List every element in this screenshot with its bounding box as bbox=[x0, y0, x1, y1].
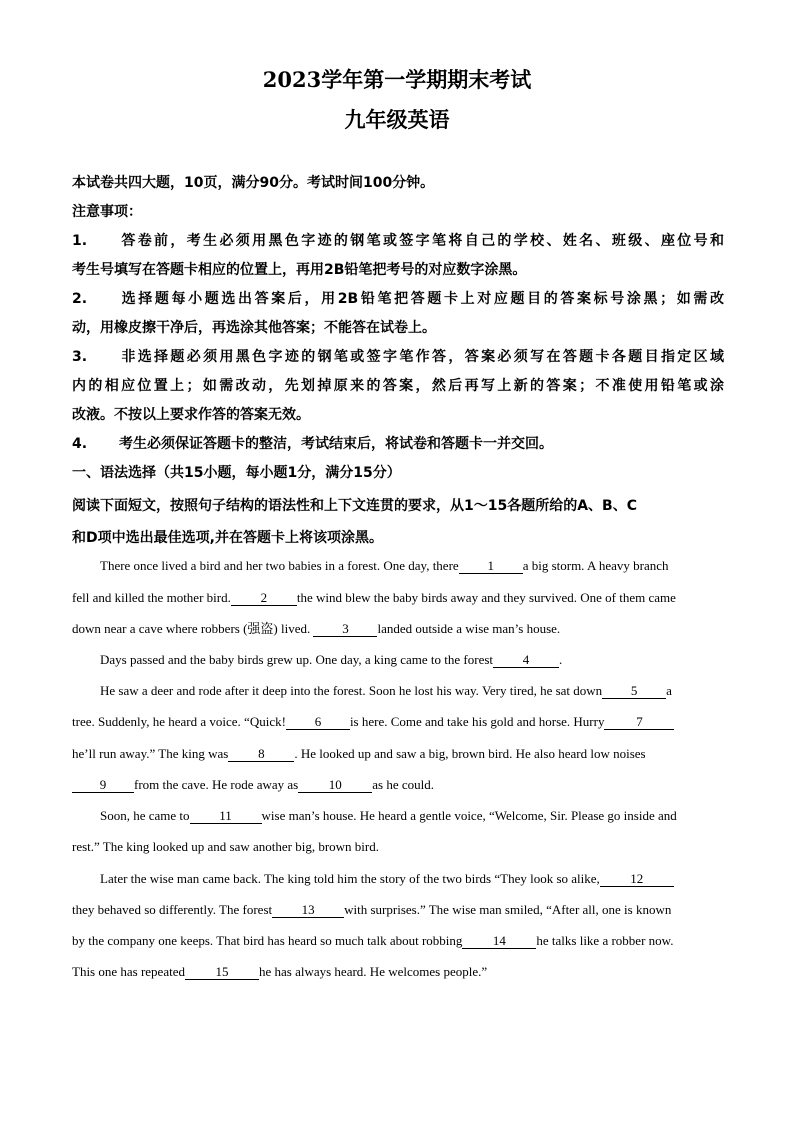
exam-intro: 本试卷共四大题，10页，满分90分。考试时间100分钟。 bbox=[72, 175, 435, 191]
answer-blank: 2 bbox=[231, 590, 297, 606]
passage-line: tree. Suddenly, he heard a voice. “Quick! 6 is here. Come and take his gold and horse. Hurry 7 bbox=[72, 712, 724, 732]
answer-blank: 15 bbox=[185, 964, 259, 980]
note-3-line-2: 内的相应位置上；如需改动，先划掉原来的答案，然后再写上新的答案；不准使用铅笔或涂 bbox=[72, 378, 724, 394]
answer-blank: 9 bbox=[72, 777, 134, 793]
exam-subject: 九年级英语 bbox=[344, 107, 450, 132]
answer-blank: 10 bbox=[298, 777, 372, 793]
passage-line: Soon, he came to 11 wise man’s house. He heard a gentle voice, “Welcome, Sir. Please go inside and bbox=[100, 808, 677, 823]
answer-blank: 3 bbox=[313, 621, 377, 637]
passage-line: Later the wise man came back. The king told him the story of the two birds “They look so alike, 12 bbox=[72, 869, 724, 889]
passage-line: There once lived a bird and her two babies in a forest. One day, there 1 a big storm. A heavy branch bbox=[100, 558, 669, 573]
answer-blank: 7 bbox=[604, 714, 674, 730]
note-1-line-1: 1. 答卷前，考生必须用黑色字迹的钢笔或签字笔将自己的学校、姓名、班级、座位号和 bbox=[72, 230, 724, 252]
note-number: 1. bbox=[72, 233, 88, 249]
passage-line: rest.” The king looked up and saw another big, brown bird. bbox=[72, 839, 379, 854]
answer-blank: 11 bbox=[190, 808, 262, 824]
answer-blank: 14 bbox=[462, 933, 536, 949]
passage-line: by the company one keeps. That bird has heard so much talk about robbing 14 he talks like a robber now. bbox=[72, 933, 674, 948]
passage-line: down near a cave where robbers (强盗) lived. 3 landed outside a wise man’s house. bbox=[72, 621, 561, 636]
note-number: 2. bbox=[72, 291, 88, 307]
passage-line: He saw a deer and rode after it deep into the forest. Soon he lost his way. Very tired, he sat down 5 a bbox=[100, 683, 672, 698]
passage-line: he’ll run away.” The king was 8 . He looked up and saw a big, brown bird. He also heard low noises bbox=[72, 746, 646, 761]
exam-title: 2023学年第一学期期末考试 bbox=[262, 67, 532, 92]
note-1-line-2: 考生号填写在答题卡相应的位置上，再用2B铅笔把考号的对应数字涂黑。 bbox=[72, 262, 527, 278]
note-3-line-3: 改液。不按以上要求作答的答案无效。 bbox=[72, 407, 310, 423]
note-number: 3. bbox=[72, 349, 88, 365]
section-title: 一、语法选择（共15小题，每小题1分，满分15分） bbox=[72, 465, 401, 481]
note-number: 4. bbox=[72, 436, 88, 452]
passage-line: 9 from the cave. He rode away as 10 as he could. bbox=[72, 775, 724, 795]
section-instruction-line-1: 阅读下面短文，按照句子结构的语法性和上下文连贯的要求，从1～15各题所给的A、B、C bbox=[72, 498, 638, 514]
answer-blank: 8 bbox=[228, 746, 294, 762]
note-4-line-1: 4. 考生必须保证答题卡的整洁，考试结束后，将试卷和答题卡一并交回。 bbox=[72, 433, 724, 455]
answer-blank: 1 bbox=[459, 558, 523, 574]
answer-blank: 6 bbox=[286, 714, 350, 730]
passage-line: fell and killed the mother bird. 2 the wind blew the baby birds away and they survived. One of them came bbox=[72, 590, 676, 605]
section-instruction-line-2: 和D项中选出最佳选项,并在答题卡上将该项涂黑。 bbox=[72, 530, 383, 546]
answer-blank: 4 bbox=[493, 652, 559, 668]
notes-title: 注意事项： bbox=[72, 204, 142, 220]
note-2-line-1: 2. 选择题每小题选出答案后，用2B铅笔把答题卡上对应题目的答案标号涂黑；如需改 bbox=[72, 288, 724, 310]
passage-line: This one has repeated 15 he has always heard. He welcomes people.” bbox=[72, 964, 488, 979]
answer-blank: 13 bbox=[272, 902, 344, 918]
answer-blank: 12 bbox=[600, 871, 674, 887]
passage-line: they behaved so differently. The forest 13 with surprises.” The wise man smiled, “After all, one is known bbox=[72, 902, 672, 917]
note-3-line-1: 3. 非选择题必须用黑色字迹的钢笔或签字笔作答，答案必须写在答题卡各题目指定区域 bbox=[72, 346, 724, 368]
passage-line: Days passed and the baby birds grew up. One day, a king came to the forest 4 . bbox=[100, 652, 563, 667]
answer-blank: 5 bbox=[602, 683, 666, 699]
note-2-line-2: 动，用橡皮擦干净后，再选涂其他答案；不能答在试卷上。 bbox=[72, 320, 436, 336]
